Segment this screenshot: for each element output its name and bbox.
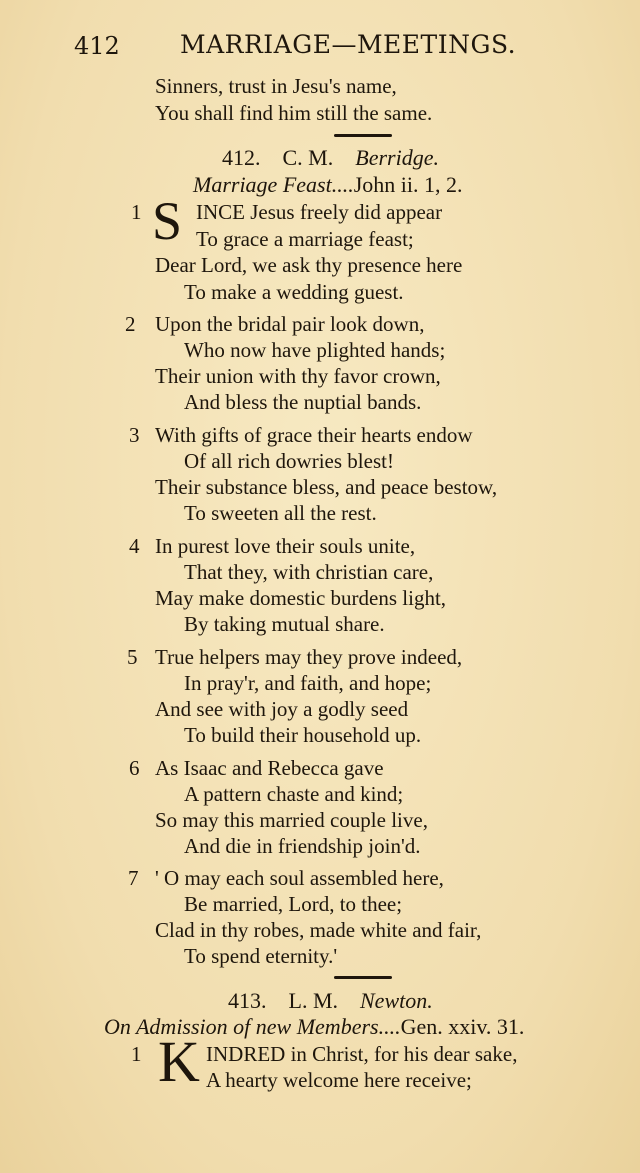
hymn-number: 412. bbox=[222, 145, 261, 170]
section-rule bbox=[334, 976, 392, 979]
prev-hymn-line-2: You shall find him still the same. bbox=[155, 101, 433, 125]
verse-line: Who now have plighted hands; bbox=[184, 338, 446, 362]
hymn-title: Marriage Feast.... bbox=[193, 172, 354, 197]
verse-number: 6 bbox=[129, 756, 140, 780]
verse-number: 2 bbox=[125, 312, 136, 336]
verse-line: And die in friendship join'd. bbox=[184, 834, 421, 858]
verse-line: As Isaac and Rebecca gave bbox=[155, 756, 384, 780]
running-head: MARRIAGE—MEETINGS. bbox=[180, 30, 517, 59]
verse-line: Dear Lord, we ask thy presence here bbox=[155, 253, 463, 277]
verse-line: To sweeten all the rest. bbox=[184, 501, 377, 525]
verse-line: Be married, Lord, to thee; bbox=[184, 892, 403, 916]
verse-line: May make domestic burdens light, bbox=[155, 586, 447, 610]
verse-number: 4 bbox=[129, 534, 140, 558]
verse-line: To make a wedding guest. bbox=[184, 280, 404, 304]
hymn-413-heading bbox=[228, 988, 433, 1014]
verse-line: In purest love their souls unite, bbox=[155, 534, 416, 558]
verse-number: 3 bbox=[129, 423, 140, 447]
verse-number: 1 bbox=[131, 200, 142, 224]
verse-number: 7 bbox=[128, 866, 139, 890]
hymn-author: Newton. bbox=[360, 988, 433, 1013]
verse-line: To spend eternity.' bbox=[184, 944, 338, 968]
verse-line: A hearty welcome here receive; bbox=[206, 1068, 472, 1092]
verse-line: INDRED in Christ, for his dear sake, bbox=[206, 1042, 518, 1066]
verse-number: 1 bbox=[131, 1042, 142, 1066]
hymn-reference: John ii. 1, 2. bbox=[353, 172, 463, 197]
hymn-412-heading bbox=[222, 145, 439, 171]
hymn-meter: C. M. bbox=[282, 145, 334, 170]
hymn-title: On Admission of new Members.... bbox=[104, 1014, 401, 1039]
verse-line: To build their household up. bbox=[184, 723, 422, 747]
verse-line: True helpers may they prove indeed, bbox=[155, 645, 463, 669]
verse-line: To grace a marriage feast; bbox=[196, 227, 414, 251]
drop-cap: S bbox=[152, 191, 183, 251]
verse-number: 5 bbox=[127, 645, 138, 669]
verse-line: Their substance bless, and peace bestow, bbox=[155, 475, 498, 499]
page-number: 412 bbox=[74, 32, 120, 60]
hymn-meter: L. M. bbox=[288, 988, 338, 1013]
drop-cap: K bbox=[158, 1029, 200, 1094]
verse-line: That they, with christian care, bbox=[184, 560, 434, 584]
verse-line: In pray'r, and faith, and hope; bbox=[184, 671, 432, 695]
prev-hymn-line-1: Sinners, trust in Jesu's name, bbox=[155, 74, 397, 98]
verse-line: Clad in thy robes, made white and fair, bbox=[155, 918, 482, 942]
hymn-reference: Gen. xxiv. 31. bbox=[400, 1014, 525, 1039]
hymn-number: 413. bbox=[228, 988, 267, 1013]
verse-line: Upon the bridal pair look down, bbox=[155, 312, 425, 336]
verse-line: Of all rich dowries blest! bbox=[184, 449, 394, 473]
verse-line: ' O may each soul assembled here, bbox=[155, 866, 444, 890]
verse-line: And see with joy a godly seed bbox=[155, 697, 409, 721]
verse-line: By taking mutual share. bbox=[184, 612, 385, 636]
verse-line: Their union with thy favor crown, bbox=[155, 364, 441, 388]
verse-line: With gifts of grace their hearts endow bbox=[155, 423, 473, 447]
verse-line: A pattern chaste and kind; bbox=[184, 782, 404, 806]
hymn-author: Berridge. bbox=[355, 145, 439, 170]
verse-line: INCE Jesus freely did appear bbox=[196, 200, 443, 224]
section-rule bbox=[334, 134, 392, 137]
verse-line: So may this married couple live, bbox=[155, 808, 428, 832]
verse-line: And bless the nuptial bands. bbox=[184, 390, 422, 414]
hymn-412-title bbox=[193, 172, 463, 198]
